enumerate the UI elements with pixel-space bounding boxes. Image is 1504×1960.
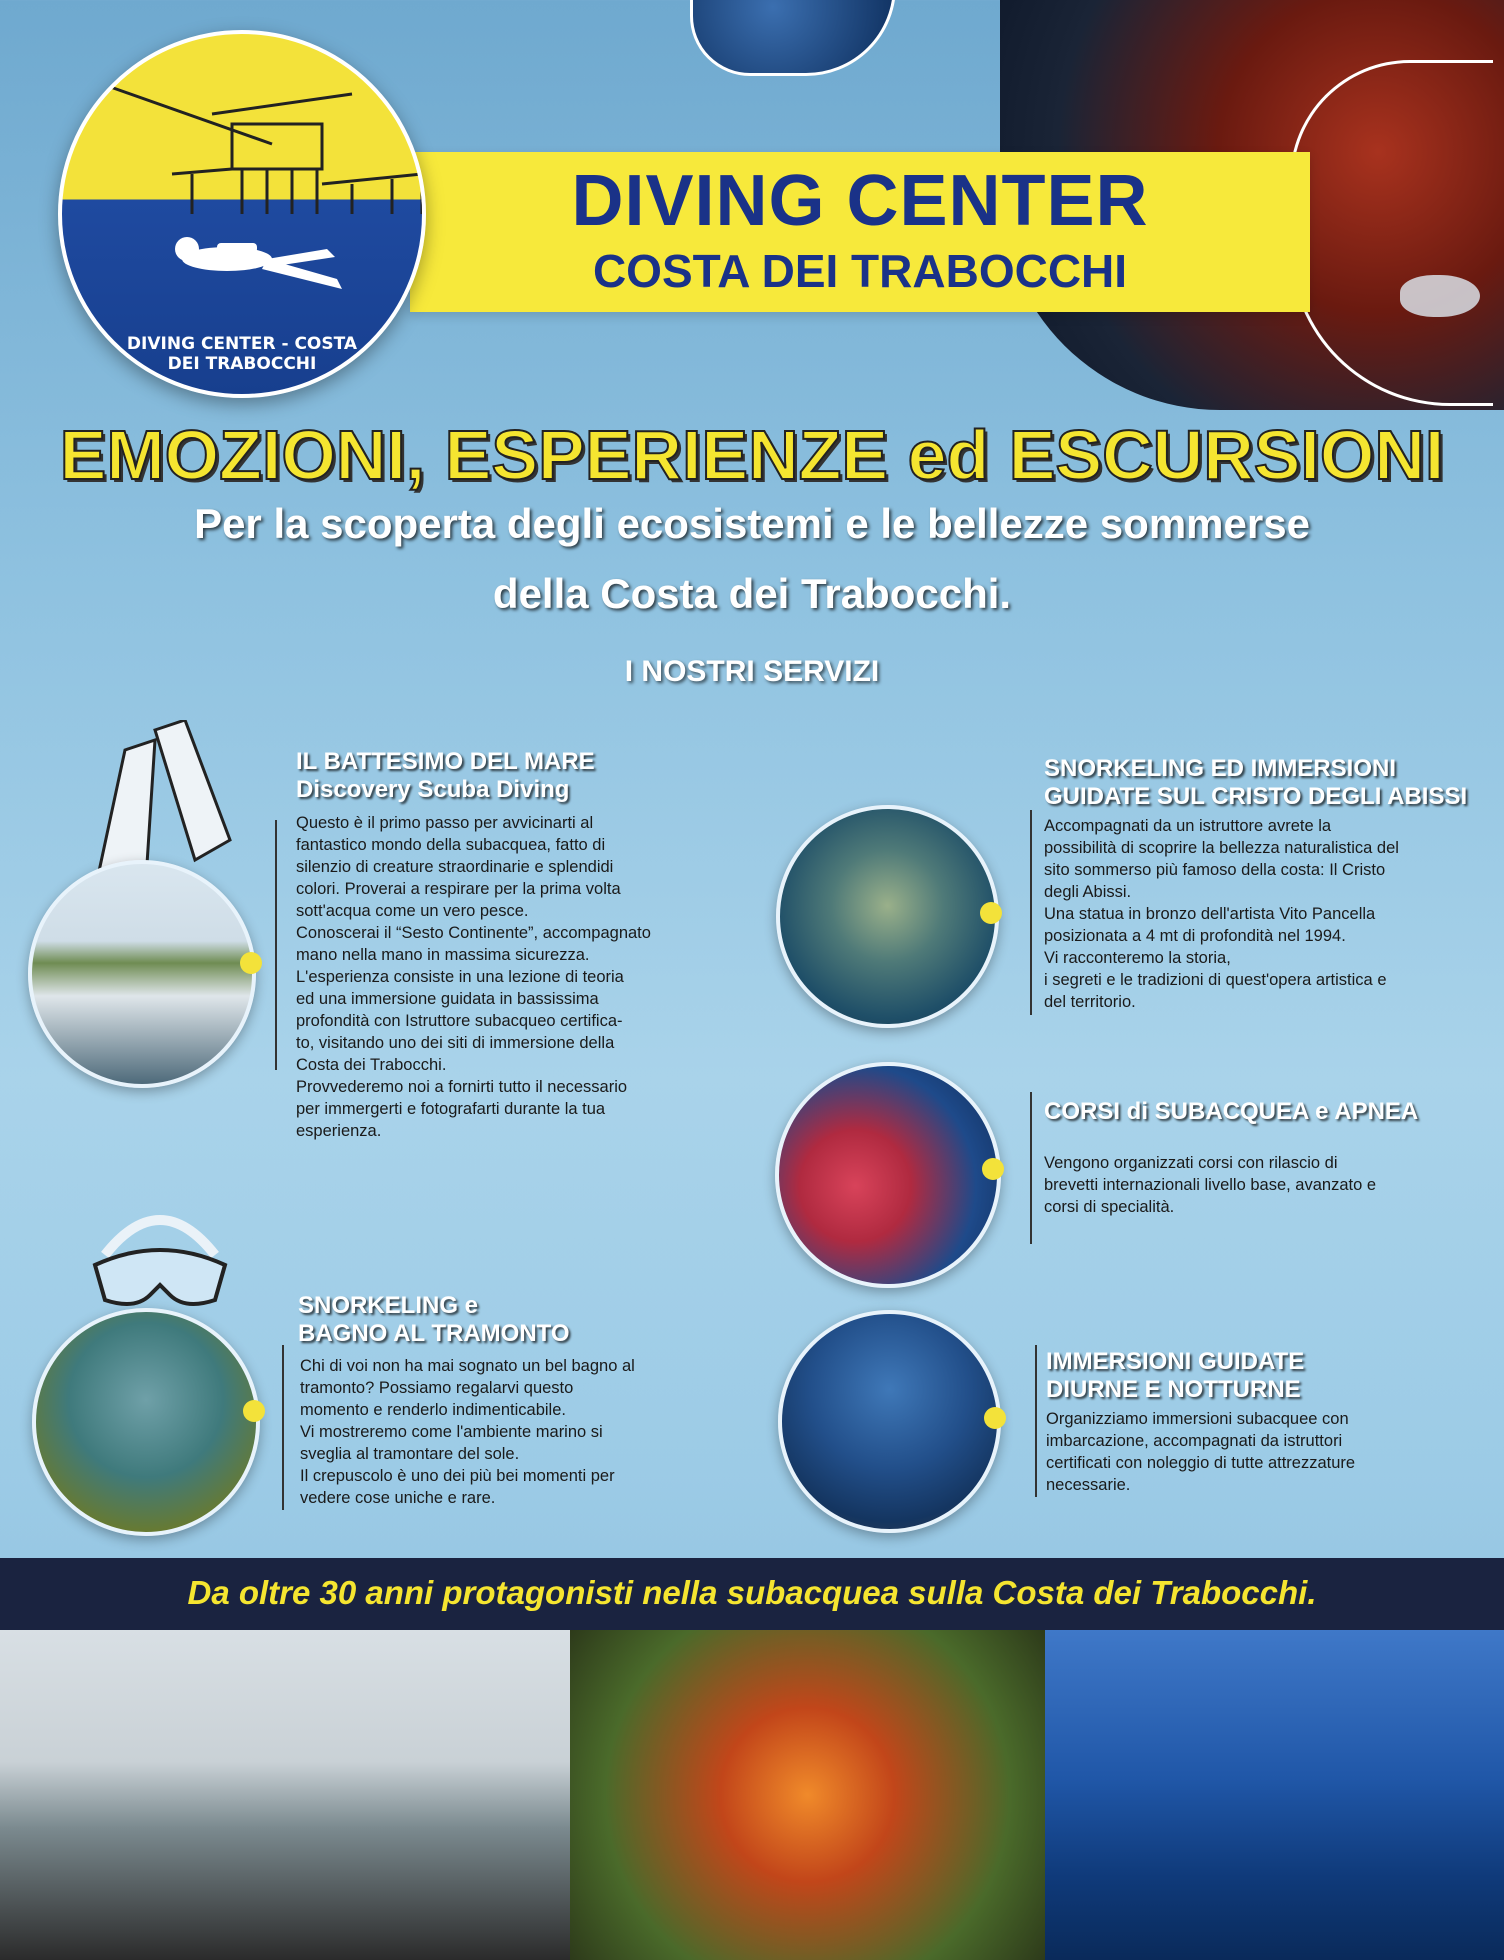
text-line: del territorio. bbox=[1044, 993, 1136, 1011]
text-line: to, visitando uno dei siti di immersione della bbox=[296, 1034, 615, 1052]
coral-diver-photo bbox=[775, 1062, 1001, 1288]
text-line: mano nella mano in massima sicurezza. bbox=[296, 946, 590, 964]
tagline-strip bbox=[0, 1558, 1504, 1630]
banner-title: DIVING CENTER bbox=[571, 161, 1149, 241]
text-line: Conoscerai il “Sesto Continente”, accompagnato bbox=[296, 924, 651, 942]
headline: EMOZIONI, ESPERIENZE ed ESCURSIONI bbox=[59, 416, 1445, 494]
bullet-dot bbox=[240, 952, 262, 974]
text-line: tramonto? Possiamo regalarvi questo bbox=[300, 1379, 574, 1397]
service-title-line: BAGNO AL TRAMONTO bbox=[298, 1320, 570, 1347]
text-line: possibilità di scoprire la bellezza naturalistica del bbox=[1044, 839, 1399, 857]
text-line: esperienza. bbox=[296, 1122, 382, 1140]
service-title-line: IL BATTESIMO DEL MARE bbox=[296, 748, 595, 775]
text-line: Provvederemo noi a fornirti tutto il necessario bbox=[296, 1078, 628, 1096]
service-cristo-text bbox=[1044, 815, 1504, 1013]
text-line: Questo è il primo passo per avvicinarti al bbox=[296, 814, 594, 832]
text-line: i segreti e le tradizioni di quest'opera artistica e bbox=[1044, 971, 1387, 989]
cristo-abissi-photo bbox=[776, 805, 999, 1028]
text-line: Accompagnati da un istruttore avrete la bbox=[1044, 817, 1332, 835]
equipment-photo bbox=[0, 1630, 570, 1960]
service-title-line: CORSI di SUBACQUEA e APNEA bbox=[1044, 1098, 1419, 1125]
divider-line bbox=[1035, 1345, 1037, 1497]
text-line: posizionata a 4 mt di profondità nel 1994. bbox=[1044, 927, 1346, 945]
text-line: imbarcazione, accompagnati da istruttori bbox=[1046, 1432, 1343, 1450]
text-line: Vengono organizzati corsi con rilascio di bbox=[1044, 1154, 1338, 1172]
text-line: ed una immersione guidata in bassissima bbox=[296, 990, 599, 1008]
bullet-dot bbox=[982, 1158, 1004, 1180]
text-line: per immergerti e fotografarti durante la tua bbox=[296, 1100, 606, 1118]
services-title: I NOSTRI SERVIZI bbox=[624, 655, 880, 688]
scorpionfish-photo bbox=[570, 1630, 1045, 1960]
text-line: brevetti internazionali livello base, avanzato e bbox=[1044, 1176, 1377, 1194]
service-tramonto-text bbox=[300, 1355, 720, 1509]
service-title-line: IMMERSIONI GUIDATE bbox=[1046, 1348, 1305, 1375]
text-line: vedere cose uniche e rare. bbox=[300, 1489, 496, 1507]
service-battesimo-text bbox=[296, 812, 716, 1142]
text-line: Organizziamo immersioni subacquee con bbox=[1046, 1410, 1349, 1428]
service-title-line: DIURNE E NOTTURNE bbox=[1046, 1376, 1301, 1403]
text-line: Chi di voi non ha mai sognato un bel bagno al bbox=[300, 1357, 635, 1375]
text-line: certificati con noleggio di tutte attrezzature bbox=[1046, 1454, 1356, 1472]
service-tramonto-title bbox=[298, 1292, 718, 1348]
scuba-diver-icon bbox=[157, 229, 357, 309]
text-line: colori. Proverai a respirare per la prima volta bbox=[296, 880, 621, 898]
bullet-dot bbox=[984, 1407, 1006, 1429]
banner-subtitle: COSTA DEI TRABOCCHI bbox=[592, 245, 1128, 297]
service-corsi-title bbox=[1044, 1098, 1504, 1126]
sea-photo-top bbox=[690, 0, 896, 76]
divider-line bbox=[1030, 810, 1032, 1015]
divider-line bbox=[282, 1345, 284, 1510]
service-title-line: SNORKELING ED IMMERSIONI bbox=[1044, 755, 1397, 782]
boat-photo bbox=[28, 860, 256, 1088]
service-immersioni-text bbox=[1046, 1408, 1466, 1496]
subheadline-line1: Per la scoperta degli ecosistemi e le bellezze sommerse bbox=[194, 500, 1310, 547]
text-line: sveglia al tramontare del sole. bbox=[300, 1445, 520, 1463]
service-corsi-text bbox=[1044, 1152, 1464, 1218]
text-line: degli Abissi. bbox=[1044, 883, 1132, 901]
title-banner bbox=[410, 152, 1310, 312]
service-cristo-title bbox=[1044, 755, 1504, 811]
text-line: Costa dei Trabocchi. bbox=[296, 1056, 447, 1074]
service-title-line: SNORKELING e bbox=[298, 1292, 479, 1319]
text-line: sito sommerso più famoso della costa: Il Cristo bbox=[1044, 861, 1386, 879]
service-title-line: Discovery Scuba Diving bbox=[296, 776, 570, 803]
divider-line bbox=[1030, 1092, 1032, 1244]
text-line: Vi mostreremo come l'ambiente marino si bbox=[300, 1423, 603, 1441]
subheadline-line2: della Costa dei Trabocchi. bbox=[492, 570, 1012, 617]
dive-mask-icon bbox=[85, 1195, 235, 1320]
bullet-dot bbox=[243, 1400, 265, 1422]
seahorse-photo bbox=[32, 1308, 260, 1536]
text-line: Vi racconteremo la storia, bbox=[1044, 949, 1231, 967]
text-line: profondità con Istruttore subacqueo certifica- bbox=[296, 1012, 623, 1030]
bullet-dot bbox=[980, 902, 1002, 924]
text-line: fantastico mondo della subacquea, fatto di bbox=[296, 836, 606, 854]
text-line: Una statua in bronzo dell'artista Vito Pancella bbox=[1044, 905, 1376, 923]
text-line: Il crepuscolo è uno dei più bei momenti per bbox=[300, 1467, 615, 1485]
divers-group-photo bbox=[1045, 1630, 1504, 1960]
text-line: necessarie. bbox=[1046, 1476, 1131, 1494]
divider-line bbox=[275, 820, 277, 1070]
night-dive-photo bbox=[778, 1310, 1001, 1533]
fish-icon bbox=[1400, 275, 1480, 317]
text-line: sott'acqua come un vero pesce. bbox=[296, 902, 529, 920]
diving-center-logo bbox=[58, 30, 426, 398]
logo-ring-text: DIVING CENTER - COSTA DEI TRABOCCHI bbox=[126, 334, 358, 374]
trabocco-icon bbox=[92, 74, 426, 214]
service-immersioni-title bbox=[1046, 1348, 1466, 1404]
text-line: silenzio di creature straordinarie e splendidi bbox=[296, 858, 614, 876]
service-battesimo-title bbox=[296, 748, 716, 804]
service-title-line: GUIDATE SUL CRISTO DEGLI ABISSI bbox=[1044, 783, 1468, 810]
tagline: Da oltre 30 anni protagonisti nella subacquea sulla Costa dei Trabocchi. bbox=[187, 1574, 1317, 1611]
text-line: L'esperienza consiste in una lezione di teoria bbox=[296, 968, 624, 986]
text-line: momento e renderlo indimenticabile. bbox=[300, 1401, 566, 1419]
text-line: corsi di specialità. bbox=[1044, 1198, 1175, 1216]
